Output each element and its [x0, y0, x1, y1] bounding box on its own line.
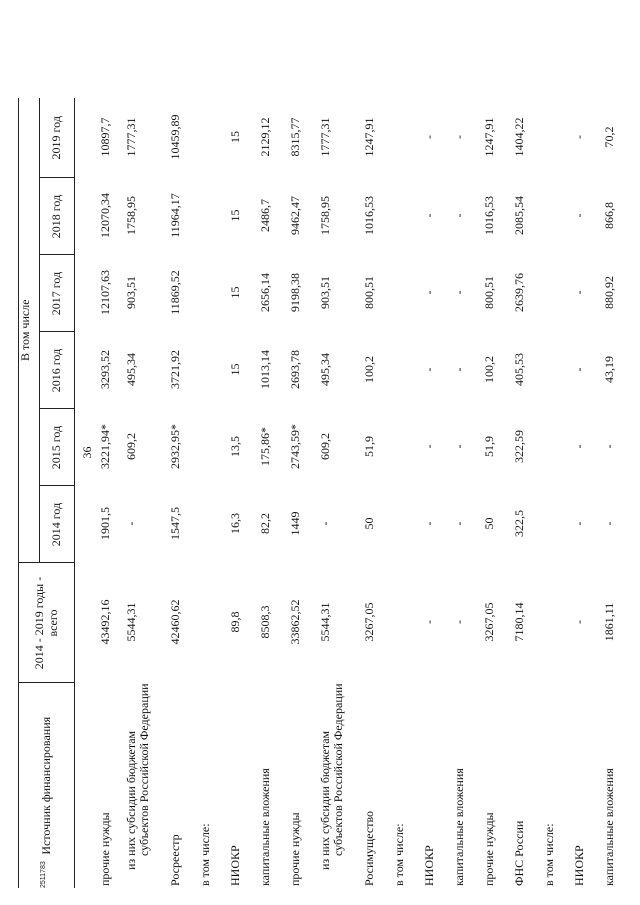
cell-year — [393, 332, 423, 409]
row-label-line1: капитальные вложения — [257, 768, 272, 886]
cell-year: 2486,7 — [257, 199, 272, 232]
cell-year: 2932,95* — [167, 424, 182, 469]
cell-year — [543, 178, 573, 255]
cell-year: 3221,94* — [98, 424, 112, 469]
table-row — [423, 98, 453, 888]
cell-year: 2129,12 — [257, 117, 272, 157]
row-label — [543, 683, 573, 888]
table-row — [229, 98, 259, 888]
cell-year: 10897,7 — [98, 117, 112, 157]
cell-total: 8508,3 — [257, 605, 272, 639]
row-label — [125, 683, 169, 888]
row-label-line1: НИОКР — [227, 845, 242, 886]
cell-total: - — [451, 620, 466, 624]
cell-year: 15 — [227, 286, 242, 299]
cell-year — [393, 98, 423, 178]
cell-year: 2085,54 — [511, 196, 526, 235]
table-row — [513, 98, 543, 888]
cell-year — [543, 255, 573, 332]
cell-year — [543, 409, 573, 486]
cell-year: - — [571, 521, 586, 526]
cell-year: - — [421, 213, 436, 218]
row-label — [453, 683, 483, 888]
cell-year: 1777,31 — [317, 117, 332, 157]
cell-year: - — [123, 521, 138, 526]
cell-total: 43492,16 — [98, 599, 112, 645]
cell-year: 1901,5 — [98, 507, 112, 540]
cell-year — [393, 486, 423, 563]
cell-total: 33862,52 — [287, 599, 302, 645]
cell-year — [199, 332, 229, 409]
cell-year: 322,5 — [511, 510, 526, 537]
row-label — [199, 683, 229, 888]
table-row — [573, 98, 603, 888]
header-source: Источник финансирования — [19, 683, 75, 888]
cell-year: - — [421, 521, 436, 526]
row-label-line1: из них субсидии бюджетам — [317, 730, 332, 870]
cell-total: 7180,14 — [511, 602, 526, 642]
cell-year: 82,2 — [257, 513, 272, 534]
cell-year: 100,2 — [361, 356, 376, 383]
cell-year: - — [571, 290, 586, 295]
cell-year — [199, 178, 229, 255]
cell-year: 9198,38 — [287, 273, 302, 312]
cell-year: 1758,95 — [123, 196, 138, 235]
cell-year: 800,51 — [481, 276, 496, 309]
cell-year: 9462,47 — [287, 196, 302, 235]
cell-year: 8315,77 — [287, 117, 302, 157]
row-label-line1: НИОКР — [571, 845, 586, 886]
row-label — [513, 683, 543, 888]
cell-year: 1758,95 — [317, 196, 332, 235]
cell-year: - — [571, 213, 586, 218]
cell-year: 175,86* — [257, 427, 272, 466]
cell-total: 3267,05 — [361, 602, 376, 642]
cell-total: 5544,31 — [317, 602, 332, 642]
cell-year — [199, 486, 229, 563]
cell-year: 1777,31 — [123, 117, 138, 157]
row-label — [483, 683, 513, 888]
cell-year: - — [421, 444, 436, 449]
cell-year: 15 — [227, 363, 242, 376]
table-body — [75, 98, 633, 888]
row-label — [289, 683, 319, 888]
row-label — [603, 683, 633, 888]
cell-year: 880,92 — [601, 276, 616, 309]
cell-year: 70,2 — [601, 126, 616, 148]
cell-year: 800,51 — [361, 276, 376, 309]
header-year-2014: 2014 год — [40, 486, 75, 563]
cell-year: 609,2 — [123, 433, 138, 460]
header-year-2017: 2017 год — [40, 255, 75, 332]
header-year-2015: 2015 год — [40, 409, 75, 486]
cell-total: 5544,31 — [123, 602, 138, 642]
cell-year: - — [571, 135, 586, 139]
cell-year: 3293,52 — [98, 350, 112, 389]
cell-year: 15 — [227, 209, 242, 222]
cell-year: 1247,91 — [481, 117, 496, 157]
row-label-line1: прочие нужды — [287, 812, 302, 886]
row-label-line1: в том числе: — [541, 823, 556, 886]
cell-year: - — [601, 521, 616, 526]
table-row — [259, 98, 289, 888]
row-label — [393, 683, 423, 888]
cell-total: 42460,62 — [167, 599, 182, 645]
financing-table — [18, 98, 633, 888]
row-label-line1: из них субсидии бюджетам — [123, 730, 138, 870]
cell-year: 11964,17 — [167, 193, 182, 238]
cell-year: - — [451, 367, 466, 372]
cell-year: 2656,14 — [257, 273, 272, 312]
cell-total — [199, 563, 229, 683]
cell-year: 405,53 — [511, 353, 526, 386]
cell-year: 1013,14 — [257, 350, 272, 389]
cell-total: 89,8 — [227, 611, 242, 633]
table-row — [543, 98, 573, 888]
cell-year — [543, 486, 573, 563]
cell-year: - — [601, 444, 616, 449]
row-label-line1: в том числе: — [391, 823, 406, 886]
cell-year: 495,34 — [123, 353, 138, 386]
cell-total — [393, 563, 423, 683]
row-label — [229, 683, 259, 888]
header-year-2019: 2019 год — [40, 98, 75, 178]
cell-year: - — [451, 213, 466, 218]
cell-year: 3721,92 — [167, 350, 182, 389]
table-row — [199, 98, 229, 888]
row-label-line1: капитальные вложения — [451, 768, 466, 886]
cell-year: 1016,53 — [481, 196, 496, 235]
cell-year: - — [571, 444, 586, 449]
cell-year: 2693,78 — [287, 350, 302, 389]
cell-year: 903,51 — [123, 276, 138, 309]
row-label-line2: субъектов Российской Федерации — [136, 683, 151, 856]
table-row — [125, 98, 169, 888]
cell-year: - — [451, 135, 466, 139]
row-label-line1: в том числе: — [197, 823, 212, 886]
table-row — [319, 98, 363, 888]
cell-year: 15 — [227, 131, 242, 143]
cell-year: 11869,52 — [167, 270, 182, 315]
header-year-2018: 2018 год — [40, 178, 75, 255]
cell-year: - — [421, 135, 436, 139]
cell-year: - — [571, 367, 586, 372]
table-row — [453, 98, 483, 888]
cell-year: 2743,59* — [287, 424, 302, 469]
cell-year — [393, 409, 423, 486]
cell-year — [199, 409, 229, 486]
row-label-line1: НИОКР — [421, 845, 436, 886]
cell-year: 1404,22 — [511, 117, 526, 157]
cell-year — [543, 98, 573, 178]
table-row — [603, 98, 633, 888]
header-year-2016: 2016 год — [40, 332, 75, 409]
row-label — [75, 683, 125, 888]
cell-year: 10459,89 — [167, 114, 182, 160]
table-row — [483, 98, 513, 888]
table-row — [363, 98, 393, 888]
row-label-line1: Росимущество — [361, 810, 376, 886]
row-label — [169, 683, 199, 888]
row-label-line1: ФНС России — [511, 820, 526, 886]
cell-year — [543, 332, 573, 409]
row-label — [319, 683, 363, 888]
cell-year: 903,51 — [317, 276, 332, 309]
cell-year: 1547,5 — [167, 507, 182, 540]
cell-year: 12107,63 — [98, 270, 112, 315]
cell-year: 866,8 — [601, 202, 616, 229]
row-label-line1: прочие нужды — [98, 812, 112, 886]
table-row — [393, 98, 423, 888]
table-header — [19, 98, 75, 888]
row-label — [423, 683, 453, 888]
cell-total: - — [571, 620, 586, 624]
cell-year: 51,9 — [361, 436, 376, 457]
table-row — [75, 98, 125, 888]
table-row — [169, 98, 199, 888]
cell-year: 13,5 — [227, 436, 242, 457]
cell-year: 2639,76 — [511, 273, 526, 312]
cell-year: 322,59 — [511, 430, 526, 463]
cell-year: - — [421, 290, 436, 295]
row-label-line1: капитальные вложения — [601, 768, 616, 886]
cell-year — [199, 255, 229, 332]
cell-year: 1247,91 — [361, 117, 376, 157]
cell-year: - — [451, 444, 466, 449]
page-number: 36 — [80, 446, 94, 459]
cell-year: 50 — [361, 517, 376, 530]
cell-year: 495,34 — [317, 353, 332, 386]
cell-year — [393, 255, 423, 332]
row-label — [573, 683, 603, 888]
cell-total: 3267,05 — [481, 602, 496, 642]
cell-year: 12070,34 — [98, 193, 112, 238]
document-number: 2511783 — [40, 861, 47, 888]
row-label-line2: субъектов Российской Федерации — [330, 683, 345, 856]
cell-total: - — [421, 620, 436, 624]
cell-year: - — [451, 290, 466, 295]
cell-year: - — [421, 367, 436, 372]
row-label-line1: прочие нужды — [481, 812, 496, 886]
cell-year: 609,2 — [317, 433, 332, 460]
cell-total — [543, 563, 573, 683]
cell-year: 50 — [481, 517, 496, 530]
row-label — [259, 683, 289, 888]
header-group: В том числе — [19, 98, 40, 563]
table-row — [289, 98, 319, 888]
cell-year: 16,3 — [227, 513, 242, 534]
row-label — [363, 683, 393, 888]
cell-total: 1861,11 — [601, 602, 616, 642]
cell-year — [199, 98, 229, 178]
cell-year: 51,9 — [481, 436, 496, 457]
cell-year: - — [451, 521, 466, 526]
cell-year: 100,2 — [481, 356, 496, 383]
cell-year: 43,19 — [601, 356, 616, 383]
cell-year: 1016,53 — [361, 196, 376, 235]
cell-year: - — [317, 521, 332, 526]
header-total: 2014 - 2019 годы - всего — [19, 563, 75, 683]
cell-year: 1449 — [287, 511, 302, 536]
row-label-line1: Росреестр — [167, 834, 182, 886]
cell-year — [393, 178, 423, 255]
